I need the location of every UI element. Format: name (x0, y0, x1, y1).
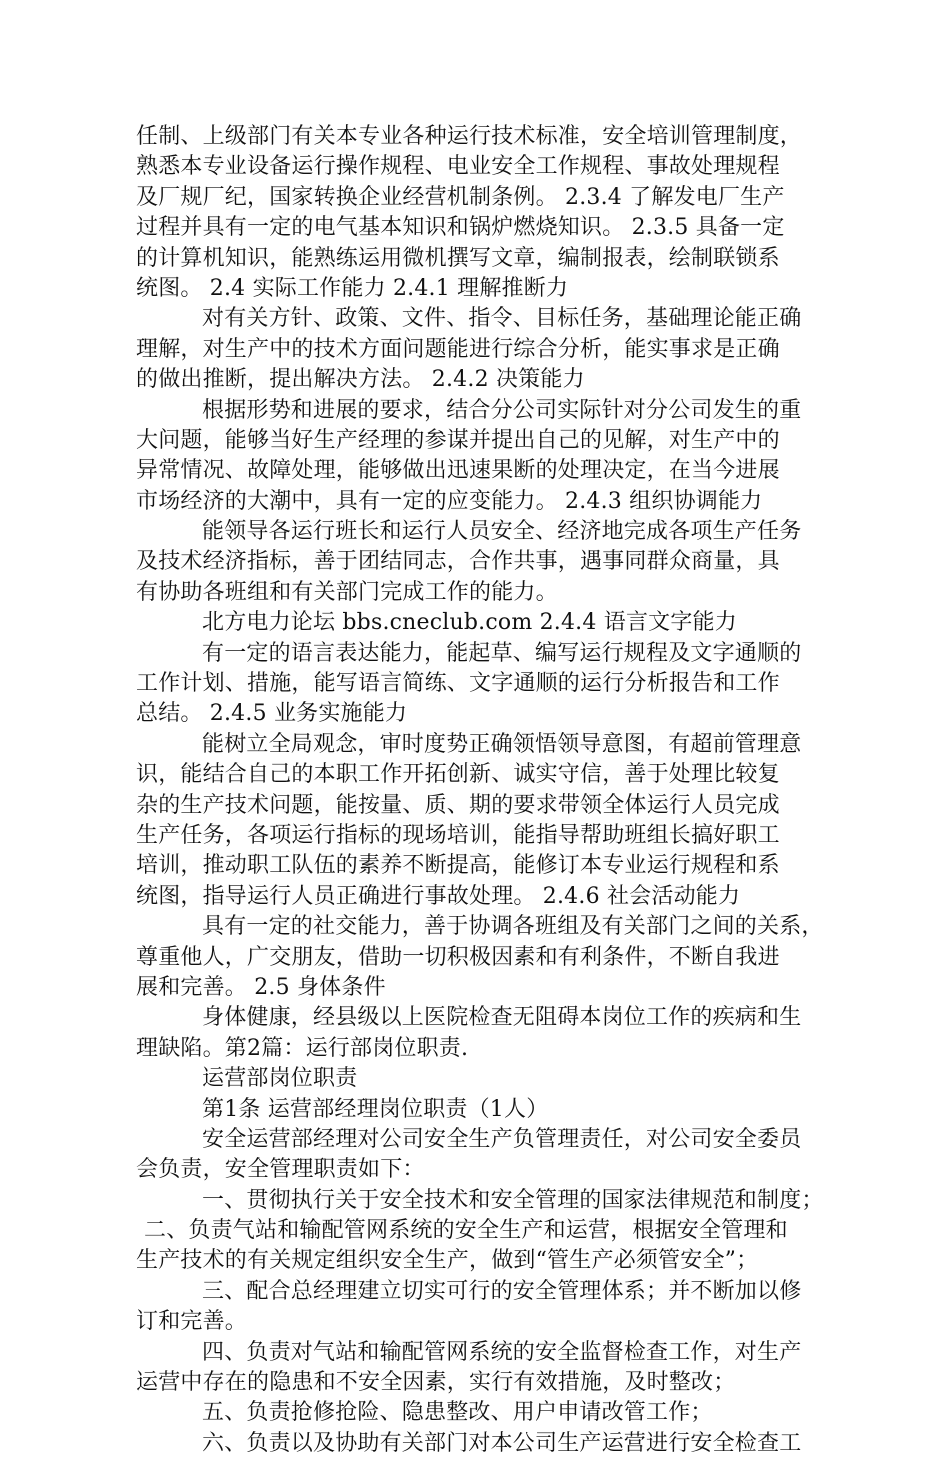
text-line: 及技术经济指标，善于团结同志，合作共事，遇事同群众商量，具 (136, 549, 780, 575)
text-line: 五、负责抢修抢险、隐患整改、用户申请改管工作； (202, 1400, 713, 1426)
text-line: 的做出推断，提出解决方法。 2.4.2 决策能力 (136, 367, 585, 393)
text-line: 生产任务，各项运行指标的现场培训，能指导帮助班组长搞好职工 (136, 822, 780, 848)
text-line: 及厂规厂纪，国家转换企业经营机制条例。 2.3.4 了解发电厂生产 (136, 184, 785, 210)
text-line: 二、负责气站和输配管网系统的安全生产和运营，根据安全管理和 (144, 1218, 788, 1244)
text-line: 总结。 2.4.5 业务实施能力 (136, 701, 408, 727)
text-line: 三、配合总经理建立切实可行的安全管理体系；并不断加以修 (202, 1278, 802, 1304)
text-line: 的计算机知识，能熟练运用微机撰写文章，编制报表，绘制联锁系 (136, 245, 780, 271)
text-line: 工作计划、措施，能写语言简练、文字通顺的运行分析报告和工作 (136, 671, 780, 697)
text-line: 能领导各运行班长和运行人员安全、经济地完成各项生产任务 (202, 519, 802, 545)
text-line: 根据形势和进展的要求，结合分公司实际针对分公司发生的重 (202, 397, 802, 423)
text-line: 异常情况、故障处理，能够做出迅速果断的处理决定，在当今进展 (136, 458, 780, 484)
text-line: 身体健康，经县级以上医院检查无阻碍本岗位工作的疾病和生 (202, 1005, 802, 1031)
text-line: 理解，对生产中的技术方面问题能进行综合分析，能实事求是正确 (136, 336, 780, 362)
text-line: 统图。 2.4 实际工作能力 2.4.1 理解推断力 (136, 275, 569, 301)
text-line: 识，能结合自己的本职工作开拓创新、诚实守信，善于处理比较复 (136, 762, 780, 788)
text-line: 过程并具有一定的电气基本知识和锅炉燃烧知识。 2.3.5 具备一定 (136, 215, 785, 241)
text-line: 展和完善。 2.5 身体条件 (136, 974, 386, 1000)
text-line: 大问题，能够当好生产经理的参谋并提出自己的见解，对生产中的 (136, 427, 780, 453)
text-line: 会负责，安全管理职责如下： (136, 1157, 425, 1183)
text-line: 有一定的语言表达能力，能起草、编写运行规程及文字通顺的 (202, 640, 802, 666)
text-line: 市场经济的大潮中，具有一定的应变能力。 2.4.3 组织协调能力 (136, 488, 763, 514)
text-line: 一、贯彻执行关于安全技术和安全管理的国家法律规范和制度； (202, 1187, 824, 1213)
document-body (136, 122, 826, 1459)
text-line: 对有关方针、政策、文件、指令、目标任务，基础理论能正确 (202, 306, 802, 332)
text-line: 六、负责以及协助有关部门对本公司生产运营进行安全检查工 (202, 1430, 802, 1456)
text-line: 能树立全局观念，审时度势正确领悟领导意图，有超前管理意 (202, 731, 802, 757)
text-line: 第1条 运营部经理岗位职责（1人） (202, 1096, 549, 1122)
text-line: 运营部岗位职责 (202, 1066, 358, 1092)
text-line: 杂的生产技术问题，能按量、质、期的要求带领全体运行人员完成 (136, 792, 780, 818)
text-line: 安全运营部经理对公司安全生产负管理责任，对公司安全委员 (202, 1126, 802, 1152)
text-line: 生产技术的有关规定组织安全生产，做到“管生产必须管安全”； (136, 1248, 759, 1274)
text-line: 四、负责对气站和输配管网系统的安全监督检查工作，对生产 (202, 1339, 802, 1365)
text-line: 具有一定的社交能力，善于协调各班组及有关部门之间的关系， (202, 914, 824, 940)
text-line: 北方电力论坛 bbs.cneclub.com 2.4.4 语言文字能力 (202, 610, 737, 636)
text-line: 统图，指导运行人员正确进行事故处理。 2.4.6 社会活动能力 (136, 883, 741, 909)
text-line: 订和完善。 (136, 1309, 248, 1335)
text-line: 有协助各班组和有关部门完成工作的能力。 (136, 579, 558, 605)
text-line: 理缺陷。第2篇：运行部岗位职责. (136, 1035, 469, 1061)
text-line: 尊重他人，广交朋友，借助一切积极因素和有利条件，不断自我进 (136, 944, 780, 970)
text-line: 运营中存在的隐患和不安全因素，实行有效措施，及时整改； (136, 1370, 736, 1396)
text-line: 熟悉本专业设备运行操作规程、电业安全工作规程、事故处理规程 (136, 154, 780, 180)
text-line: 任制、上级部门有关本专业各种运行技术标准，安全培训管理制度， (136, 124, 803, 149)
text-line: 培训，推动职工队伍的素养不断提高，能修订本专业运行规程和系 (136, 853, 780, 879)
